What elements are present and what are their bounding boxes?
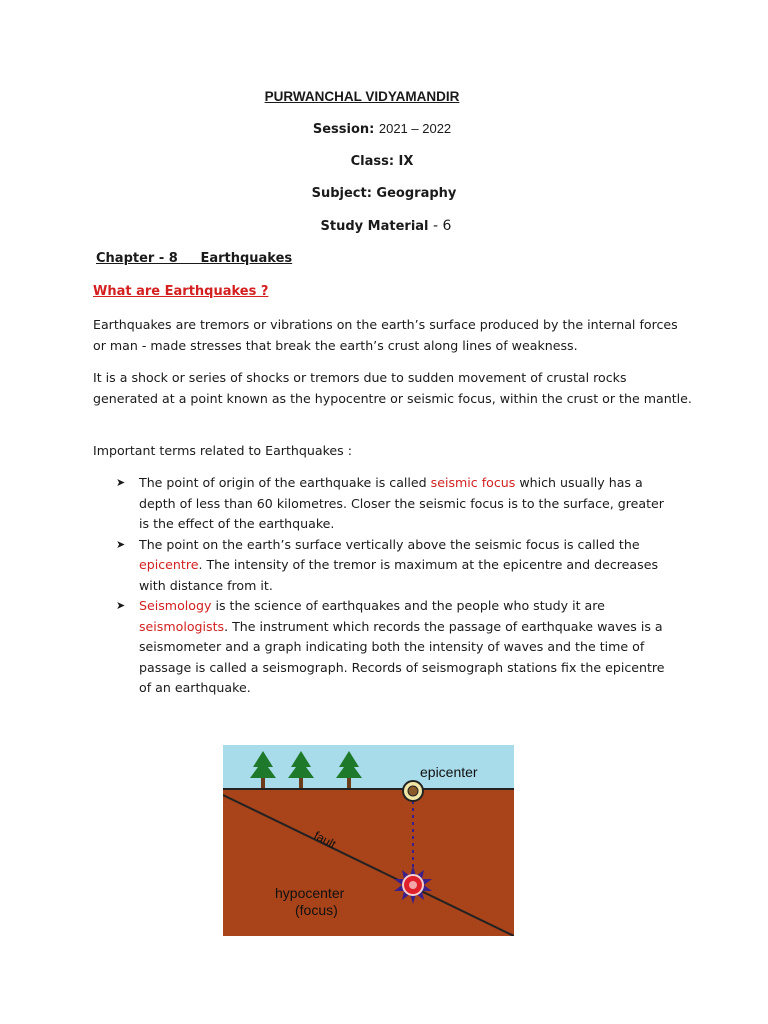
study-material-number: - 6 — [433, 218, 452, 234]
class-line: Class: IX — [350, 154, 414, 169]
subject-line: Subject: Geography — [311, 186, 457, 201]
paragraph-shock: It is a shock or series of shocks or tremors due to sudden movement of crustal rocks generated at a point known as the hypocentre or seismic focus, within the crust or the mantle. — [93, 370, 692, 406]
section-title: What are Earthquakes ? — [93, 284, 269, 299]
term-seismologists: seismologists — [139, 618, 225, 634]
arrow-bullet-icon: ➤ — [116, 599, 126, 612]
bullet-text: The point of origin of the earthquake is called — [139, 475, 431, 490]
list-item — [116, 473, 676, 535]
earthquake-diagram — [223, 745, 514, 936]
terms-list — [116, 473, 676, 699]
term-epicentre: epicentre — [139, 557, 199, 572]
list-item — [116, 596, 676, 699]
chapter-heading: Chapter - 8 Earthquakes — [96, 251, 293, 266]
session-label: Session: — [312, 122, 375, 137]
session-line — [0, 121, 766, 137]
fault-label: fault — [311, 828, 339, 852]
term-seismology: Seismology — [139, 598, 212, 613]
arrow-bullet-icon: ➤ — [116, 476, 126, 489]
focus-label: (focus) — [295, 902, 338, 918]
session-value: 2021 – 2022 — [378, 121, 452, 136]
bullet-text: which usually has a depth of less than 60 kilometres. Closer the seismic focus is to the surface, greater is the effect of the earthquake. — [139, 475, 664, 531]
paragraph-definition: Earthquakes are tremors or vibrations on the earth’s surface produced by the internal forces or man - made stresses that break the earth’s crust along lines of weakness. — [93, 317, 678, 353]
study-material-label: Study Material — [320, 219, 429, 234]
arrow-bullet-icon: ➤ — [116, 537, 126, 551]
list-item — [116, 535, 676, 597]
bullet-text: . The instrument which records the passage of earthquake waves is a seismometer and a graph indicating both the intensity of waves and the time of passage is called a seismograph. Records of seismograph stations fix the epicentre of an earthquake. — [139, 618, 665, 695]
epicenter-label: epicenter — [420, 764, 478, 780]
term-seismic-focus: seismic focus — [430, 475, 516, 490]
study-material-line — [2, 218, 768, 234]
hypocenter-label: hypocenter — [275, 885, 345, 901]
paragraph-terms-intro: Important terms related to Earthquakes : — [93, 443, 352, 458]
school-name: PURWANCHAL VIDYAMANDIR — [264, 89, 460, 104]
epicenter-marker-icon — [403, 781, 423, 801]
bullet-text: . The intensity of the tremor is maximum at the epicentre and decreases with distance from it. — [139, 557, 659, 593]
bullet-text: The point on the earth’s surface vertically above the seismic focus is called the — [139, 536, 640, 552]
bullet-text: is the science of earthquakes and the people who study it are — [211, 598, 605, 613]
